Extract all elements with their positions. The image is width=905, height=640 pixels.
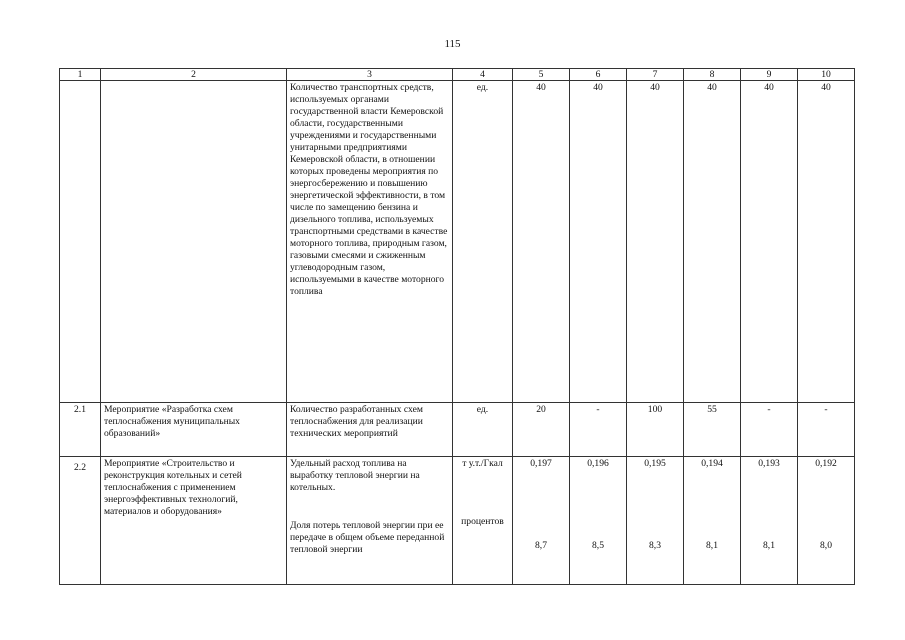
activity-cell: Мероприятие «Разработка схем теплоснабжения муниципальных образований» [101,403,287,457]
value-text: 8,7 [535,540,547,551]
header-cell: 1 [60,69,101,81]
value-cell: 20 [513,403,570,457]
table-row [60,403,855,457]
value-cell: 40 [741,81,798,403]
indicator-cell: Количество разработанных схем теплоснабжения для реализации технических мероприятий [287,403,453,457]
activity-cell [101,81,287,403]
indicator-text: Удельный расход топлива на выработку тепловой энергии на котельных. [290,458,420,493]
value-text: 8,0 [820,540,832,551]
value-cell [684,457,741,585]
row-number-cell: 2.2 [60,457,101,585]
value-cell [513,457,570,585]
activity-cell: Мероприятие «Строительство и реконструкция котельных и сетей теплоснабжения с применением энергоэффективных технологий, материалов и оборудования» [101,457,287,585]
header-cell: 3 [287,69,453,81]
value-text: 8,3 [649,540,661,551]
header-cell: 8 [684,69,741,81]
table-row [60,81,855,403]
value-cell: 55 [684,403,741,457]
header-cell: 10 [798,69,855,81]
value-cell [570,457,627,585]
header-cell: 5 [513,69,570,81]
value-cell: 100 [627,403,684,457]
table-row [60,457,855,585]
indicator-cell [287,457,453,585]
unit-text: процентов [461,516,504,527]
value-text: 0,192 [815,458,837,469]
value-text: 0,195 [644,458,666,469]
value-cell [798,457,855,585]
indicator-text: Доля потерь тепловой энергии при ее передаче в общем объеме переданной тепловой энергии [290,520,445,555]
value-cell: 40 [513,81,570,403]
value-text: 8,5 [592,540,604,551]
row-number-cell [60,81,101,403]
value-cell: 40 [570,81,627,403]
value-cell [627,457,684,585]
value-text: 0,197 [530,458,552,469]
unit-cell: ед. [453,81,513,403]
value-cell: 40 [684,81,741,403]
row-number-cell: 2.1 [60,403,101,457]
header-cell: 7 [627,69,684,81]
page-number: 115 [444,38,461,50]
header-cell: 9 [741,69,798,81]
value-text: 0,193 [758,458,780,469]
header-cell: 6 [570,69,627,81]
unit-cell [453,457,513,585]
value-cell: - [570,403,627,457]
header-cell: 2 [101,69,287,81]
header-cell: 4 [453,69,513,81]
value-cell: - [741,403,798,457]
value-text: 8,1 [706,540,718,551]
value-cell [741,457,798,585]
value-text: 0,196 [587,458,609,469]
unit-text: т у.т./Гкал [462,458,503,469]
value-text: 0,194 [701,458,723,469]
value-cell: 40 [798,81,855,403]
value-cell: 40 [627,81,684,403]
value-text: 8,1 [763,540,775,551]
indicators-table [59,68,855,585]
unit-cell: ед. [453,403,513,457]
value-cell: - [798,403,855,457]
header-row [60,69,855,81]
indicator-cell: Количество транспортных средств, используемых органами государственной власти Кемеровской области, государственными учреждениями и государственными унитарными предприятиями Кемеровской области, в отношении которых проведены мероприятия по энергосбережению и повышению энергетической эффективности, в том числе по замещению бензина и дизельного топлива, используемых транспортными средствами в качестве моторного топлива, природным газом, газовыми смесями и сжиженным углеводородным газом, используемыми в качестве моторного топлива [287,81,453,403]
